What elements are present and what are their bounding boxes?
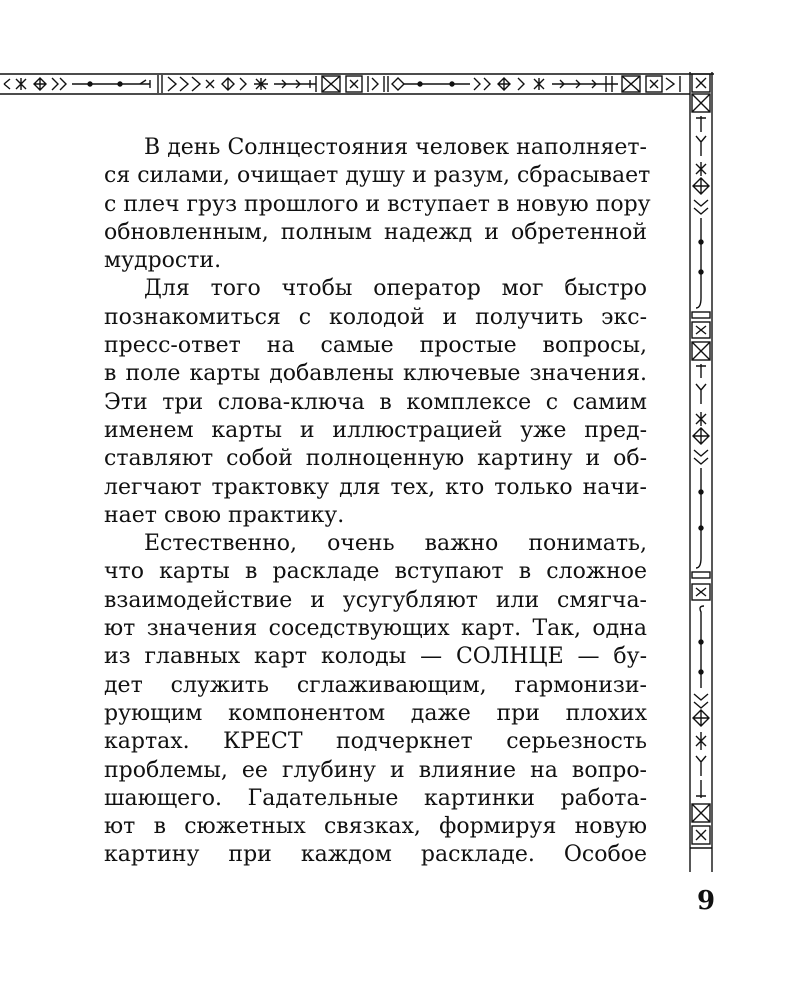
text-line: картах. КРЕСТ подчеркнет серьезность <box>104 729 647 755</box>
text-line: Эти три слова-ключа в комплексе с самим <box>104 389 647 415</box>
text-line: рующим компонентом даже при плохих <box>104 700 647 726</box>
paragraph-3 <box>104 530 647 870</box>
text-line: В день Солнцестояния человек наполняет- <box>144 135 647 160</box>
text-line: картину при каждом раскладе. Особое <box>104 842 647 868</box>
text-line: что карты в раскладе вступают в сложное <box>104 559 647 585</box>
top-ornamental-border <box>0 72 714 96</box>
right-ornamental-border <box>688 72 714 872</box>
page-number: 9 <box>696 886 716 916</box>
text-line: Для того чтобы оператор мог быстро <box>144 276 647 302</box>
text-line: нает свою практику. <box>104 502 345 528</box>
paragraph-1 <box>104 134 651 275</box>
body-text <box>104 134 651 870</box>
text-line: в поле карты добавлены ключевые значения. <box>104 361 647 387</box>
text-line: ставляют собой полноценную картину и об- <box>104 446 647 472</box>
text-line: взаимодействие и усугубляют или смягча- <box>104 587 647 613</box>
text-line: пресс-ответ на самые простые вопросы, <box>104 333 647 359</box>
text-line: ся силами, очищает душу и разум, сбрасывает <box>104 163 651 189</box>
text-line: ют значения соседствующих карт. Так, одна <box>104 616 647 642</box>
paragraph-2 <box>104 275 647 530</box>
text-line: Естественно, очень важно понимать, <box>144 531 647 557</box>
text-line: обновленным, полным надежд и обретенной <box>104 219 647 245</box>
text-line: шающего. Гадательные картинки работа- <box>104 785 647 811</box>
text-line: проблемы, ее глубину и влияние на вопро- <box>104 757 647 783</box>
text-line: с плеч груз прошлого и вступает в новую пору <box>104 191 651 217</box>
text-line: именем карты и иллюстрацией уже пред- <box>104 417 647 443</box>
text-line: легчают трактовку для тех, кто только начи- <box>104 474 647 500</box>
text-line: познакомиться с колодой и получить экс- <box>104 304 647 330</box>
text-line: дет служить сглаживающим, гармонизи- <box>104 672 647 698</box>
text-line: ют в сюжетных связках, формируя новую <box>104 814 647 840</box>
text-line: из главных карт колоды — СОЛНЦЕ — бу- <box>104 644 647 670</box>
text-line: мудрости. <box>104 248 222 274</box>
